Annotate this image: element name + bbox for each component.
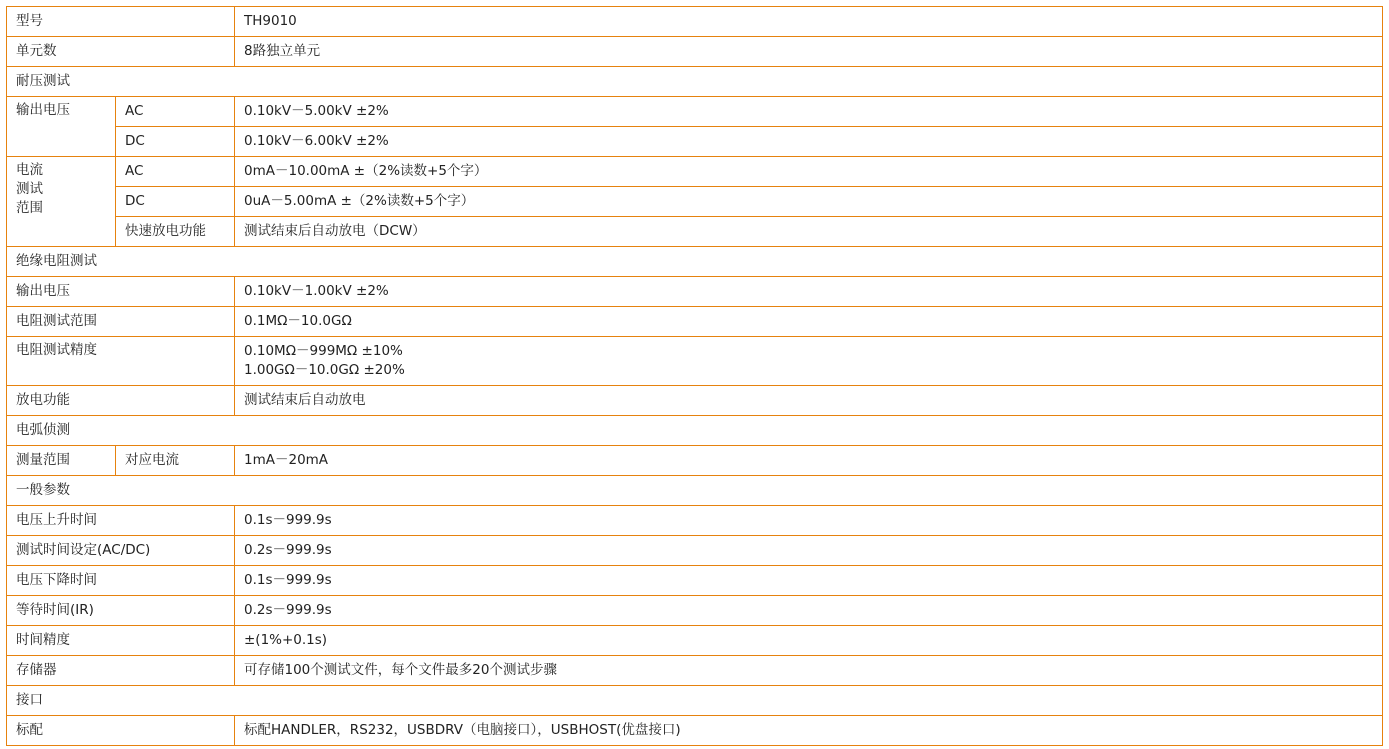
storage-value: 可存储100个测试文件，每个文件最多20个测试步骤: [235, 656, 1383, 686]
resistance-range-value: 0.1MΩ－10.0GΩ: [235, 307, 1383, 337]
test-time-label: 测试时间设定(AC/DC): [7, 536, 235, 566]
table-row: [7, 127, 1383, 157]
model-label: 型号: [7, 7, 235, 37]
table-row: [7, 7, 1383, 37]
interface-section-heading: 接口: [7, 686, 1383, 716]
table-row: [7, 337, 1383, 386]
withstand-section-heading: 耐压测试: [7, 67, 1383, 97]
withstand-dc-value: 0.10kV－6.00kV ±2%: [235, 127, 1383, 157]
withstand-ac-label: AC: [116, 97, 235, 127]
discharge-value: 测试结束后自动放电: [235, 386, 1383, 416]
wait-time-value: 0.2s－999.9s: [235, 596, 1383, 626]
section-row: [7, 476, 1383, 506]
rise-time-label: 电压上升时间: [7, 506, 235, 536]
insulation-section-heading: 绝缘电阻测试: [7, 247, 1383, 277]
table-row: [7, 566, 1383, 596]
table-row: [7, 626, 1383, 656]
standard-label: 标配: [7, 716, 235, 746]
resistance-range-label: 电阻测试范围: [7, 307, 235, 337]
withstand-ac-value: 0.10kV－5.00kV ±2%: [235, 97, 1383, 127]
rise-time-value: 0.1s－999.9s: [235, 506, 1383, 536]
table-row: [7, 37, 1383, 67]
current-range-label: 电流 测试 范围: [7, 157, 116, 247]
general-section-heading: 一般参数: [7, 476, 1383, 506]
table-row: [7, 97, 1383, 127]
fall-time-value: 0.1s－999.9s: [235, 566, 1383, 596]
table-row: [7, 157, 1383, 187]
table-row: [7, 716, 1383, 746]
model-value: TH9010: [235, 7, 1383, 37]
table-row: [7, 536, 1383, 566]
insulation-output-voltage-label: 输出电压: [7, 277, 235, 307]
withstand-dc-label: DC: [116, 127, 235, 157]
wait-time-label: 等待时间(IR): [7, 596, 235, 626]
test-time-value: 0.2s－999.9s: [235, 536, 1383, 566]
resistance-accuracy-label: 电阻测试精度: [7, 337, 235, 386]
spec-table: [6, 6, 1383, 746]
units-value: 8路独立单元: [235, 37, 1383, 67]
arc-measure-value: 1mA－20mA: [235, 446, 1383, 476]
table-row: [7, 656, 1383, 686]
section-row: [7, 67, 1383, 97]
table-row: [7, 307, 1383, 337]
storage-label: 存储器: [7, 656, 235, 686]
arc-measure-sublabel: 对应电流: [116, 446, 235, 476]
current-dc-label: DC: [116, 187, 235, 217]
withstand-output-voltage-label: 输出电压: [7, 97, 116, 157]
resistance-accuracy-value: 0.10MΩ－999MΩ ±10% 1.00GΩ－10.0GΩ ±20%: [235, 337, 1383, 386]
section-row: [7, 247, 1383, 277]
current-ac-label: AC: [116, 157, 235, 187]
current-dc-value: 0uA－5.00mA ±（2%读数+5个字）: [235, 187, 1383, 217]
table-row: [7, 187, 1383, 217]
table-row: [7, 446, 1383, 476]
section-row: [7, 686, 1383, 716]
table-row: [7, 277, 1383, 307]
fast-discharge-value: 测试结束后自动放电（DCW）: [235, 217, 1383, 247]
table-row: [7, 217, 1383, 247]
table-row: [7, 596, 1383, 626]
current-ac-value: 0mA－10.00mA ±（2%读数+5个字）: [235, 157, 1383, 187]
arc-measure-label: 测量范围: [7, 446, 116, 476]
arc-section-heading: 电弧侦测: [7, 416, 1383, 446]
units-label: 单元数: [7, 37, 235, 67]
fast-discharge-label: 快速放电功能: [116, 217, 235, 247]
table-row: [7, 506, 1383, 536]
section-row: [7, 416, 1383, 446]
fall-time-label: 电压下降时间: [7, 566, 235, 596]
time-accuracy-value: ±(1%+0.1s): [235, 626, 1383, 656]
insulation-output-voltage-value: 0.10kV－1.00kV ±2%: [235, 277, 1383, 307]
time-accuracy-label: 时间精度: [7, 626, 235, 656]
table-row: [7, 386, 1383, 416]
discharge-label: 放电功能: [7, 386, 235, 416]
standard-value: 标配HANDLER，RS232，USBDRV（电脑接口），USBHOST(优盘接口): [235, 716, 1383, 746]
